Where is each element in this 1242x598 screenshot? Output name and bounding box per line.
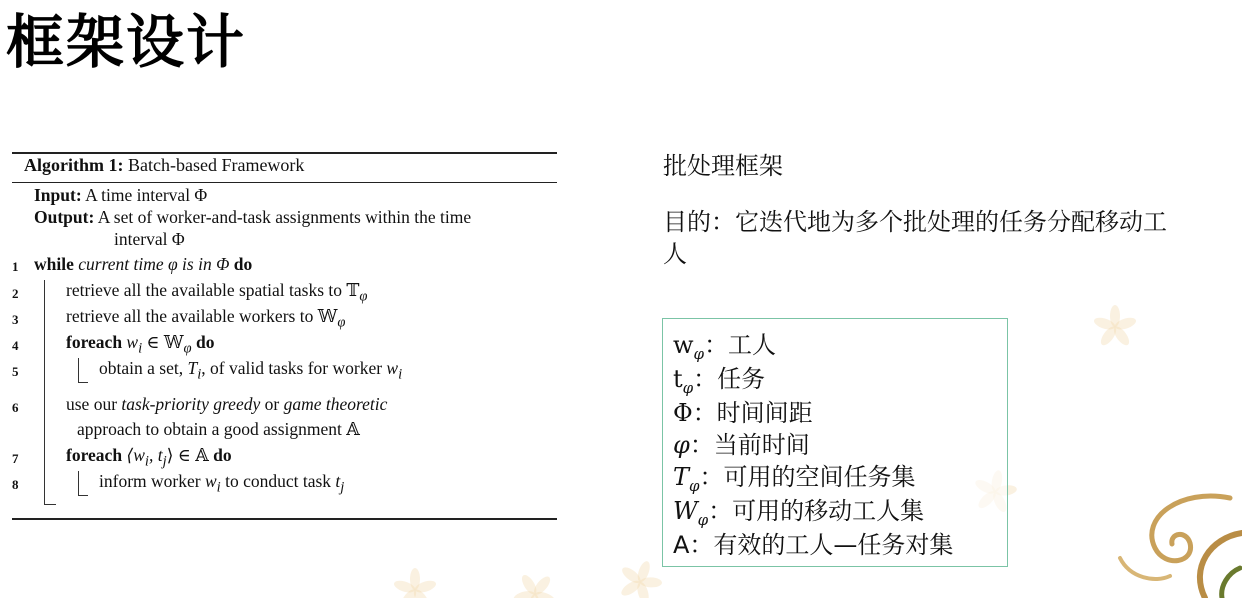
algorithm-line-5: obtain a set, $T_i$, of valid tasks for worker $w_i$ (99, 358, 403, 383)
framework-purpose: 目的：它迭代地为多个批处理的任务分配移动工人 (663, 208, 1167, 268)
algorithm-line-1: while current time φ is in Φ do (34, 254, 253, 274)
algorithm-heading: Algorithm 1: Batch-based Framework (24, 155, 305, 175)
line-number: 6 (12, 400, 19, 415)
algorithm-figure (12, 152, 557, 520)
foreach-block-foot-1 (78, 382, 88, 383)
foreach-block-bar-1 (78, 358, 79, 382)
foreach-block-bar-2 (78, 471, 79, 495)
algorithm-output-cont: interval Φ (114, 229, 185, 249)
legend-item: Φ：时间间距 (673, 399, 813, 427)
algorithm-line-6-cont: approach to obtain a good assignment 𝔸 (77, 419, 360, 439)
legend-item: A：有效的工人—任务对集 (673, 531, 954, 559)
legend-item: φ：当前时间 (673, 431, 810, 459)
legend-item: $w_\varphi$：工人 (673, 331, 777, 363)
line-number: 8 (12, 477, 19, 492)
algorithm-output: Output: A set of worker-and-task assignments within the time (34, 207, 472, 227)
line-number: 7 (12, 451, 19, 466)
bottom-rule (12, 518, 557, 520)
line-number: 4 (12, 338, 19, 353)
line-number: 3 (12, 312, 19, 327)
flower-decoration-1 (395, 568, 435, 598)
line-number: 2 (12, 286, 19, 301)
algorithm-line-7: foreach $⟨w_i$, $t_j⟩$ ∈ 𝔸 do (66, 445, 232, 470)
top-rule (12, 152, 557, 154)
algorithm-line-3: retrieve all the available workers to 𝕎$_\varphi$ (66, 306, 346, 331)
algorithm-line-8: inform worker $w_i$ to conduct task $t_j$ (99, 471, 345, 496)
legend-item: $W_\varphi$：可用的移动工人集 (673, 497, 925, 529)
flower-decoration-2 (620, 560, 660, 598)
legend-item: $T_\varphi$：可用的空间任务集 (673, 463, 916, 495)
slide-title: 框架设计 (6, 8, 247, 76)
while-block-foot (44, 504, 56, 505)
flower-decoration-5 (520, 572, 550, 598)
algorithm-line-4: foreach $w_i$ ∈ 𝕎$_\varphi$ do (66, 332, 215, 357)
flower-decoration-4 (1100, 305, 1130, 335)
symbol-legend (662, 318, 1008, 567)
foreach-block-foot-2 (78, 495, 88, 496)
framework-heading: 批处理框架 (663, 152, 783, 180)
while-block-bar (44, 280, 45, 504)
legend-item: $t_\varphi$：任务 (673, 365, 766, 397)
algorithm-input: Input: A time interval Φ (34, 185, 208, 205)
algorithm-line-2: retrieve all the available spatial tasks to 𝕋$_\varphi$ (66, 280, 368, 305)
algorithm-line-6: use our task-priority greedy or game theoretic (66, 394, 388, 414)
line-number: 5 (12, 364, 19, 379)
heading-rule (12, 182, 557, 183)
swirl-decoration (1110, 478, 1242, 598)
line-number: 1 (12, 259, 19, 274)
